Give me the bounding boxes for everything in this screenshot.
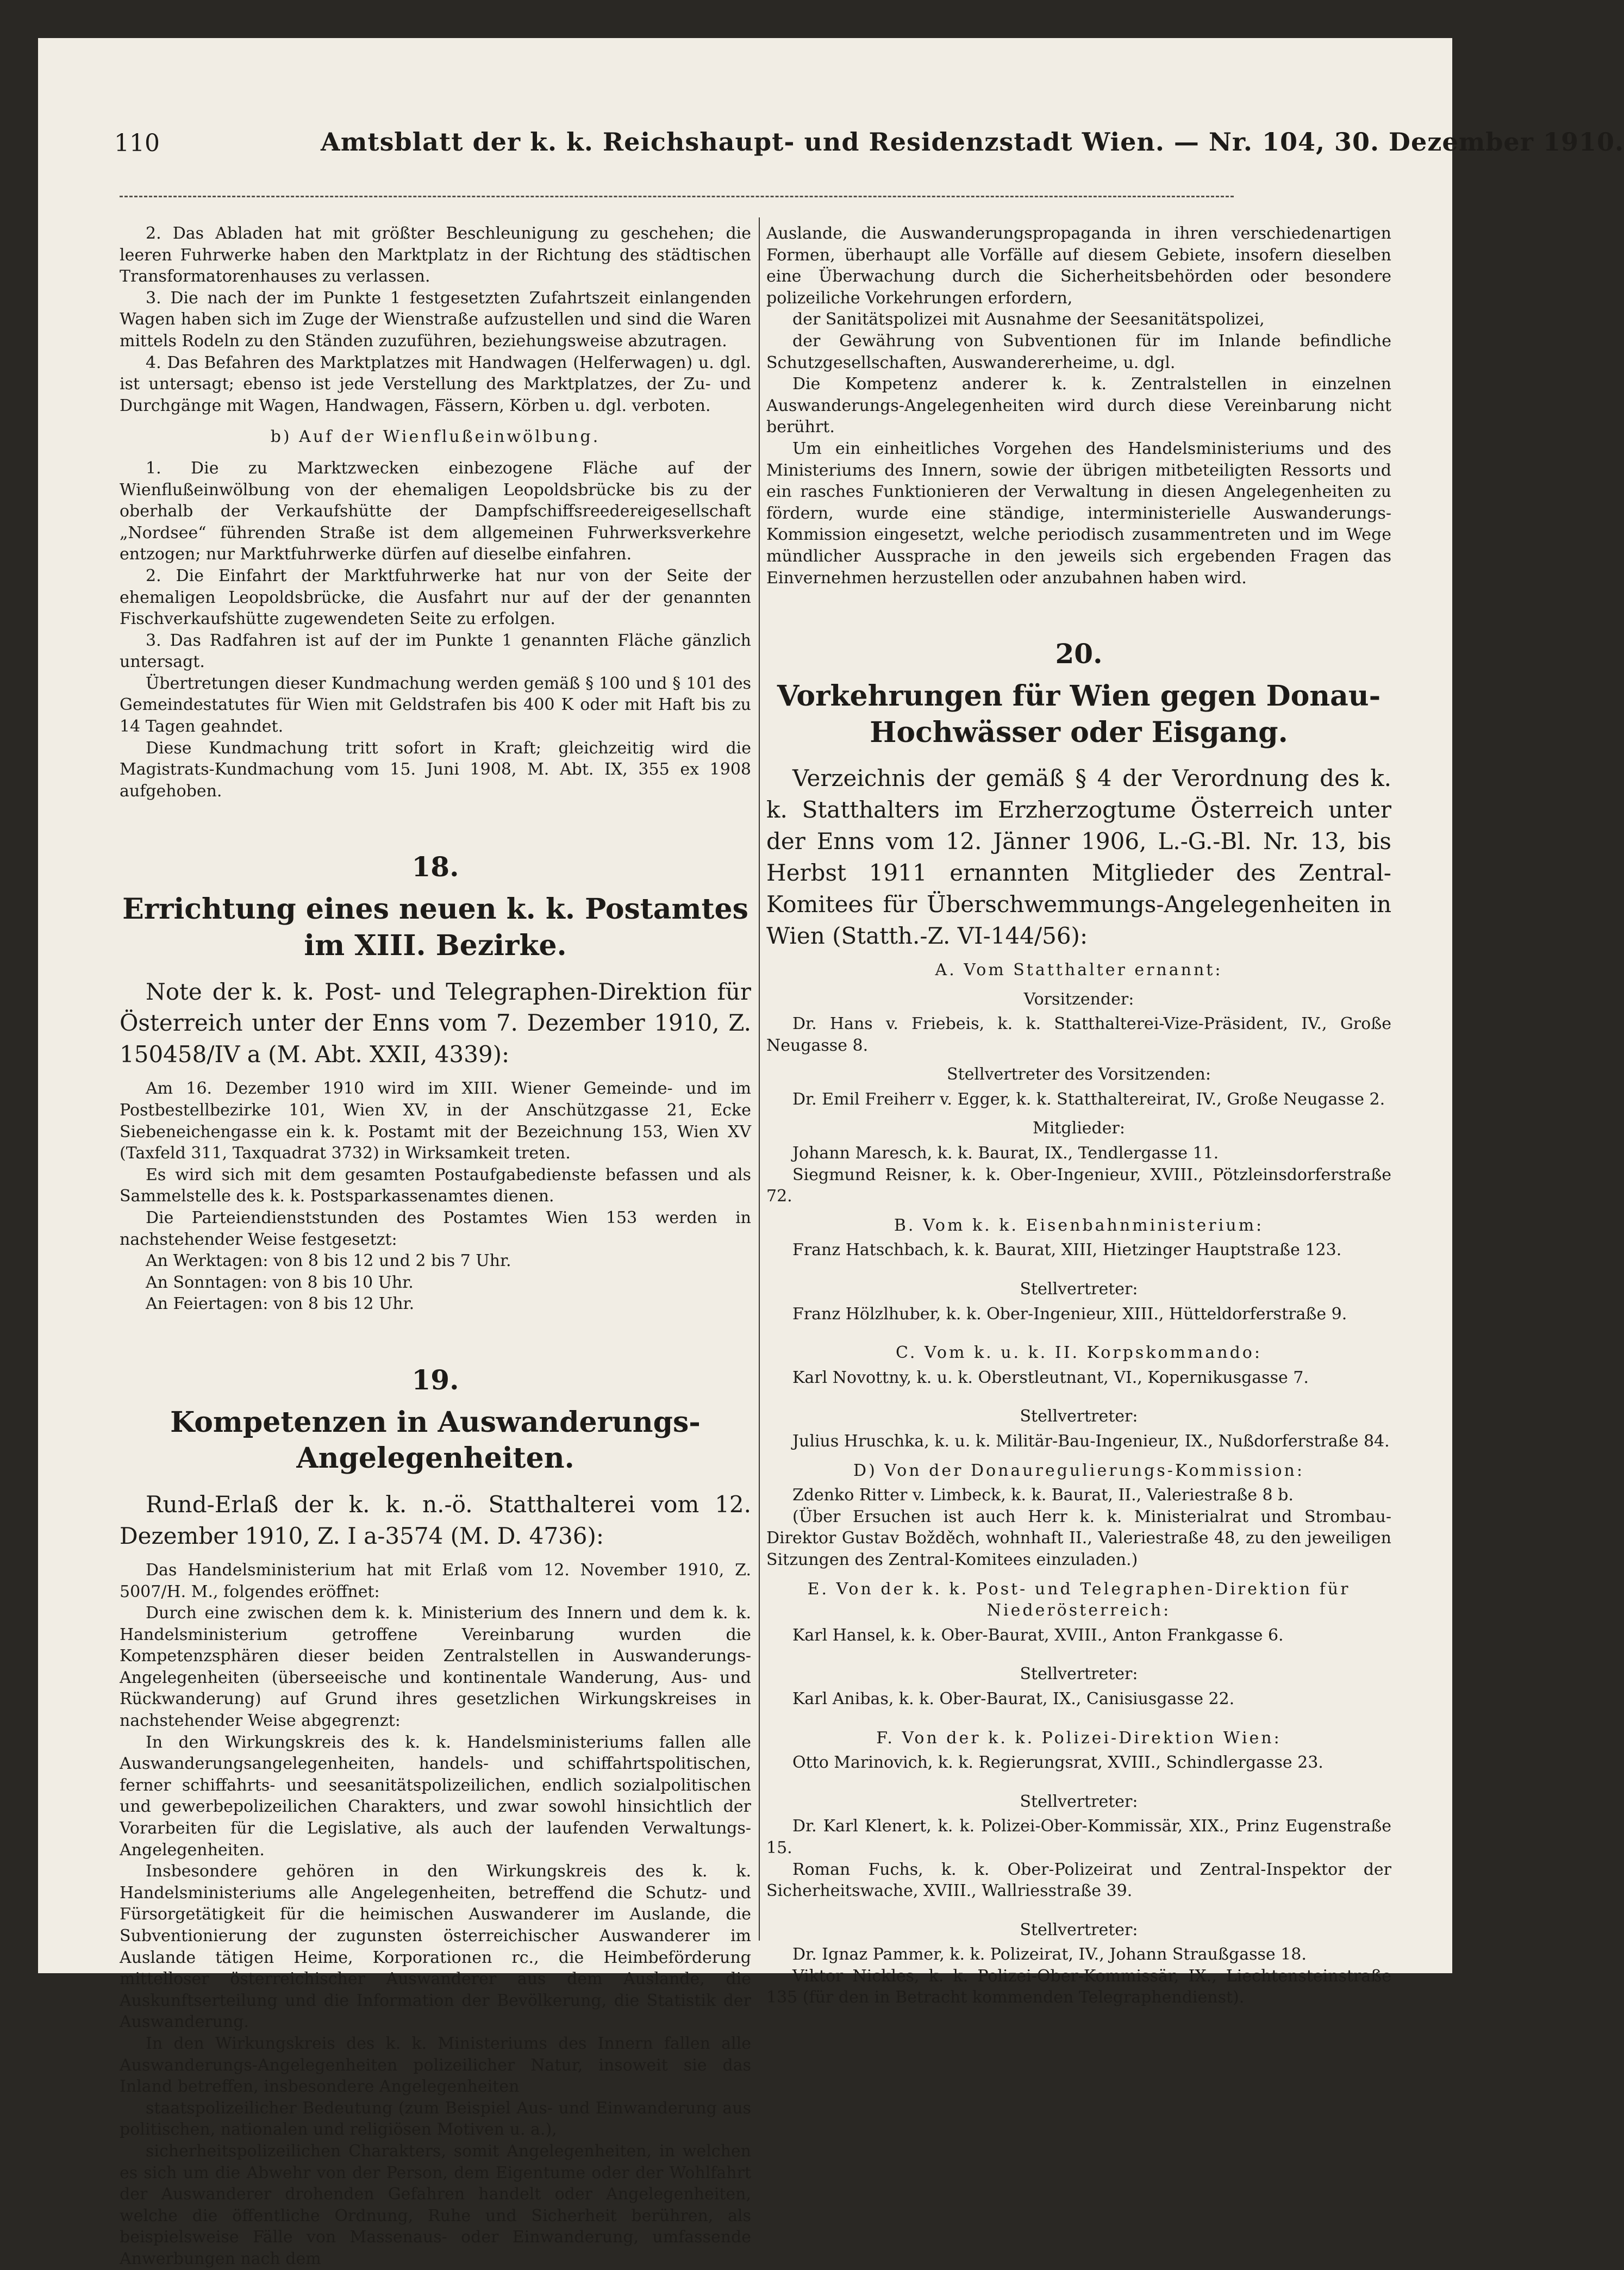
deputy-label: Stellvertreter:: [1020, 1664, 1138, 1684]
group-e-heading: E. Von der k. k. Post- und Telegraphen-Direktion für Niederösterreich:: [807, 1579, 1351, 1620]
deputy-label: Stellvertreter:: [1020, 1407, 1138, 1426]
paragraph: Das Handelsministerium hat mit Erlaß vom 12. November 1910, Z. 5007/H. M., folgendes eröffnet:: [120, 1560, 751, 1601]
member-entry: Dr. Karl Klenert, k. k. Polizei-Ober-Kommissär, XIX., Prinz Eugenstraße 15.: [766, 1817, 1391, 1857]
member-entry: Karl Novottny, k. u. k. Oberstleutnant, VI., Kopernikusgasse 7.: [792, 1368, 1309, 1387]
paragraph: Die Parteiendienststunden des Postamtes Wien 153 werden in nachstehender Weise festgesetzt:: [120, 1208, 751, 1249]
schedule-line: An Sonntagen: von 8 bis 10 Uhr.: [146, 1273, 414, 1292]
section-title-20: Vorkehrungen für Wien gegen Donau-Hochwässer oder Eisgang.: [777, 679, 1381, 749]
member-entry: Franz Hatschbach, k. k. Baurat, XIII, Hietzinger Hauptstraße 123.: [792, 1240, 1342, 1260]
member-entry: Siegmund Reisner, k. k. Ober-Ingenieur, XVIII., Pötzleinsdorferstraße 72.: [766, 1165, 1391, 1206]
paragraph: 2. Die Einfahrt der Marktfuhrwerke hat nur von der Seite der ehemaligen Leopoldsbrücke, die Ausfahrt nur auf der der genannten Fischverkaufshütte zugewendeten Seite zu erfolgen.: [120, 566, 751, 629]
section-title-18: Errichtung eines neuen k. k. Postamtes im XIII. Bezirke.: [122, 893, 748, 962]
paragraph: 2. Das Abladen hat mit größter Beschleunigung zu geschehen; die leeren Fuhrwerke haben den Marktplatz in der Richtung des städtischen Transformatorenhauses zu verlassen.: [120, 224, 751, 286]
schedule-line: An Feiertagen: von 8 bis 12 Uhr.: [146, 1294, 415, 1314]
section-lead-20: Verzeichnis der gemäß § 4 der Verordnung des k. k. Statthalters im Erzherzogtume Österreich unter der Enns vom 12. Jänner 1906, L.-G.-Bl. Nr. 13, bis Herbst 1911 ernannten Mitglieder des Zentral-Komitees für Überschwemmungs-Angelegenheiten in Wien (Statth.-Z. VI-144/56):: [766, 765, 1391, 949]
paragraph: Insbesondere gehören in den Wirkungskreis des k. k. Handelsministeriums alle Angelegenheiten, betreffend die Schutz- und Fürsorgetätigkeit für die heimischen Auswanderer im Auslande, die Subventionierung der zugunsten österreichischer Auswanderer im Auslande tätigen Heime, Korporationen rc., die Heimbeförderung mittelloser österreichischer Auswanderer aus dem Auslande, die Auskunftserteilung und die Information der Bevölkerung, die Statistik der Auswanderung.: [120, 1862, 751, 2032]
paragraph: staatspolizeilicher Bedeutung (zum Beispiel Aus- und Einwanderung aus politischen, nationalen und religiösen Motiven u. a.),: [120, 2098, 751, 2140]
member-entry: Dr. Emil Freiherr v. Egger, k. k. Statthaltereirat, IV., Große Neugasse 2.: [792, 1089, 1385, 1109]
member-entry: Viktor Nickles, k. k. Polizei-Ober-Kommissär, IX., Liechtensteinstraße 135 (für den in Betracht kommenden Telegraphendienst).: [766, 1966, 1391, 2007]
paragraph: der Sanitätspolizei mit Ausnahme der Seesanitätspolizei,: [792, 310, 1265, 329]
section-number-18: 18.: [411, 851, 459, 883]
paragraph: Auslande, die Auswanderungspropaganda in ihren verschiedenartigen Formen, überhaupt alle Vorfälle auf diesem Gebiete, insofern dieselben eine Überwachung durch die Sicherheitsbehörden oder besondere polizeiliche Vorkehrungen erfordern,: [766, 224, 1391, 308]
paragraph: Um ein einheitliches Vorgehen des Handelsministeriums und des Ministeriums des Innern, sowie der übrigen mitbeteiligten Ressorts und ein rasches Funktionieren der Verwaltung in diesen Angelegenheiten zu fördern, wurde eine ständige, interministerielle Auswanderungs-Kommission eingesetzt, welche periodisch zusammentreten und im Wege mündlicher Aussprache in den jeweils sich ergebenden Fragen das Einvernehmen herzustellen oder anzubahnen haben wird.: [766, 439, 1391, 588]
member-entry: Johann Maresch, k. k. Baurat, IX., Tendlergasse 11.: [792, 1144, 1219, 1163]
subsection-heading: b) Auf der Wienflußeinwölbung.: [270, 427, 601, 447]
running-title: Amtsblatt der k. k. Reichshaupt- und Residenzstadt Wien. — Nr. 104, 30. Dezember 1910.: [321, 127, 1624, 157]
members-label: Mitglieder:: [1033, 1119, 1125, 1138]
section-lead-19: Rund-Erlaß der k. k. n.-ö. Statthalterei vom 12. Dezember 1910, Z. I a-3574 (M. D. 4736):: [120, 1491, 751, 1549]
paragraph: der Gewährung von Subventionen für im Inlande befindliche Schutzgesellschaften, Auswandererheime, u. dgl.: [766, 331, 1391, 372]
group-f-heading: F. Von der k. k. Polizei-Direktion Wien:: [876, 1728, 1282, 1748]
right-column: [766, 223, 1391, 2007]
paragraph: Es wird sich mit dem gesamten Postaufgabedienste befassen und als Sammelstelle des k. k. Postsparkassenamtes dienen.: [120, 1165, 751, 1206]
page-number: 110: [114, 129, 160, 157]
paragraph: Die Kompetenz anderer k. k. Zentralstellen in einzelnen Auswanderungs-Angelegenheiten wird durch diese Vereinbarung nicht berührt.: [766, 375, 1391, 437]
header-rule: [120, 196, 1234, 197]
deputy-label: Stellvertreter:: [1020, 1920, 1138, 1940]
section-lead-18: Note der k. k. Post- und Telegraphen-Direktion für Österreich unter der Enns vom 7. Dezember 1910, Z. 150458/IV a (M. Abt. XXII, 4339):: [120, 978, 751, 1068]
paragraph: 3. Das Radfahren ist auf der im Punkte 1 genannten Fläche gänzlich untersagt.: [120, 631, 751, 672]
page-header: [38, 125, 1624, 169]
member-entry: Dr. Ignaz Pammer, k. k. Polizeirat, IV., Johann Straußgasse 18.: [792, 1945, 1307, 1965]
member-entry: Otto Marinovich, k. k. Regierungsrat, XVIII., Schindlergasse 23.: [792, 1753, 1323, 1773]
group-c-heading: C. Vom k. u. k. II. Korpskommando:: [896, 1343, 1262, 1363]
paragraph: 1. Die zu Marktzwecken einbezogene Fläche auf der Wienflußeinwölbung von der ehemaligen Leopoldsbrücke bis zu der oberhalb der Verkaufshütte der Dampfschiffsreedereigesellschaft „Nordsee“ führenden Straße ist dem allgemeinen Fuhrwerksverkehre entzogen; nur Marktfuhrwerke dürfen auf dieselbe einfahren.: [120, 458, 751, 564]
member-entry: Roman Fuchs, k. k. Ober-Polizeirat und Zentral-Inspektor der Sicherheitswache, XVIII., Wallriesstraße 39.: [766, 1860, 1391, 1901]
left-column: [120, 223, 751, 2268]
note: (Über Ersuchen ist auch Herr k. k. Ministerialrat und Strombau-Direktor Gustav Božděch, wohnhaft II., Valeriestraße 48, zu den jeweiligen Sitzungen des Zentral-Komitees einzuladen.): [766, 1507, 1391, 1569]
group-a-heading: A. Vom Statthalter ernannt:: [935, 960, 1223, 980]
member-entry: Karl Anibas, k. k. Ober-Baurat, IX., Canisiusgasse 22.: [792, 1689, 1235, 1708]
newspaper-page: [38, 38, 1624, 2268]
chair-label: Vorsitzender:: [1023, 989, 1134, 1009]
paragraph: Übertretungen dieser Kundmachung werden gemäß § 100 und § 101 des Gemeindestatutes für Wien mit Geldstrafen bis 400 K oder mit Haft bis zu 14 Tagen geahndet.: [120, 673, 751, 737]
group-d-heading: D) Von der Donauregulierungs-Kommission:: [853, 1461, 1304, 1480]
paragraph: In den Wirkungskreis des k. k. Handelsministeriums fallen alle Auswanderungsangelegenheiten, handels- und schiffahrtspolitischen, ferner schiffahrts- und seesanitätspolizeilichen, endlich sozialpolitischen und gewerbepolizeilichen Charakters, und zwar sowohl hinsichtlich der Vorarbeiten für die Legislative, als auch der laufenden Verwaltungs-Angelegenheiten.: [120, 1732, 751, 1860]
schedule-line: An Werktagen: von 8 bis 12 und 2 bis 7 Uhr.: [146, 1251, 511, 1271]
vice-chair-label: Stellvertreter des Vorsitzenden:: [947, 1065, 1211, 1084]
member-entry: Zdenko Ritter v. Limbeck, k. k. Baurat, II., Valeriestraße 8 b.: [792, 1486, 1294, 1505]
member-entry: Dr. Hans v. Friebeis, k. k. Statthalterei-Vize-Präsident, IV., Große Neugasse 8.: [766, 1014, 1391, 1055]
column-divider: [759, 217, 760, 1941]
group-b-heading: B. Vom k. k. Eisenbahnministerium:: [894, 1215, 1264, 1235]
deputy-label: Stellvertreter:: [1020, 1792, 1138, 1811]
deputy-label: Stellvertreter:: [1020, 1280, 1138, 1299]
paragraph: Am 16. Dezember 1910 wird im XIII. Wiener Gemeinde- und im Postbestellbezirke 101, Wien XV, in der Anschützgasse 21, Ecke Siebeneichengasse ein k. k. Postamt mit der Bezeichnung 153, Wien XV (Taxfeld 311, Taxquadrat 3732) in Wirksamkeit treten.: [120, 1079, 751, 1163]
paragraph: 4. Das Befahren des Marktplatzes mit Handwagen (Helferwagen) u. dgl. ist untersagt; ebenso ist jede Verstellung des Marktplatzes, der Zu- und Durchgänge mit Wagen, Handwagen, Fässern, Körben u. dgl. verboten.: [120, 353, 751, 415]
section-number-20: 20.: [1055, 638, 1103, 670]
paragraph: 3. Die nach der im Punkte 1 festgesetzten Zufahrtszeit einlangenden Wagen haben sich im Zuge der Wienstraße aufzustellen und sind die Waren mittels Rodeln zu den Ständen zuzuführen, beziehungsweise abzutragen.: [120, 288, 751, 351]
member-entry: Franz Hölzlhuber, k. k. Ober-Ingenieur, XIII., Hütteldorferstraße 9.: [792, 1304, 1347, 1324]
paragraph: Durch eine zwischen dem k. k. Ministerium des Innern und dem k. k. Handelsministerium getroffene Vereinbarung wurden die Kompetenzsphären dieser beiden Zentralstellen in Auswanderungs-Angelegenheiten (überseeische und kontinentale Wanderung, Aus- und Rückwanderung) auf Grund ihres gesetzlichen Wirkungskreises in nachstehender Weise abgegrenzt:: [120, 1604, 751, 1731]
section-number-19: 19.: [411, 1363, 459, 1396]
member-entry: Karl Hansel, k. k. Ober-Baurat, XVIII., Anton Frankgasse 6.: [792, 1625, 1284, 1645]
paragraph: sicherheitspolizeilichen Charakters, somit Angelegenheiten, in welchen es sich um die Abwehr von der Person, dem Eigentume oder der Wohlfahrt der Auswanderer drohenden Gefahren handelt oder Angelegenheiten, welche die öffentliche Ordnung, Ruhe und Sicherheit berühren, als beispielsweise Fälle von Massenaus- oder Einwanderung, umfassende Anwerbungen nach dem: [120, 2141, 751, 2268]
paragraph: In den Wirkungskreis des k. k. Ministeriums des Innern fallen alle Auswanderungs-Angelegenheiten polizeilicher Natur, insoweit sie das Inland betreffen, insbesondere Angelegenheiten: [120, 2034, 751, 2097]
paragraph: Diese Kundmachung tritt sofort in Kraft; gleichzeitig wird die Magistrats-Kundmachung vom 15. Juni 1908, M. Abt. IX, 355 ex 1908 aufgehoben.: [120, 738, 751, 801]
section-title-19: Kompetenzen in Auswanderungs-Angelegenheiten.: [170, 1405, 701, 1475]
member-entry: Julius Hruschka, k. u. k. Militär-Bau-Ingenieur, IX., Nußdorferstraße 84.: [792, 1432, 1390, 1451]
